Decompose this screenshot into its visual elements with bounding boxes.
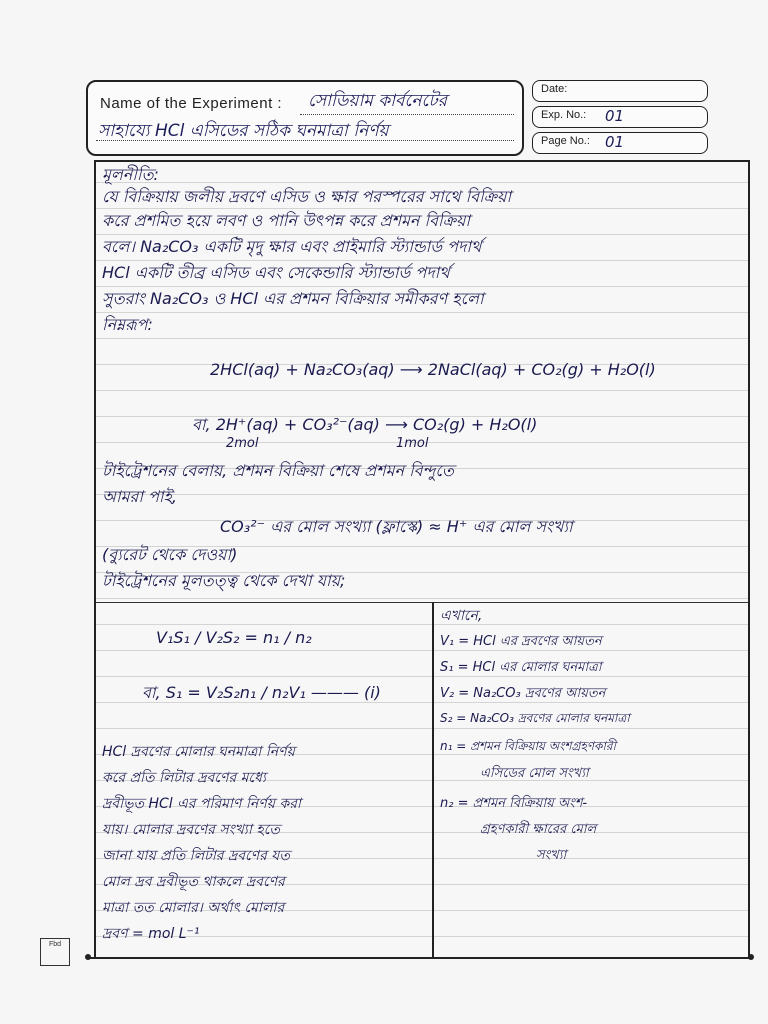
- text-line: বলে। Na₂CO₃ একটি মৃদু ক্ষার এবং প্রাইমারি স্ট্যান্ডার্ড পদার্থ: [102, 237, 482, 256]
- right-col-line: গ্রহণকারী ক্ষারের মোল: [480, 822, 597, 837]
- ruled-line: [96, 338, 748, 339]
- left-col-line: যায়। মোলার দ্রবণের সংখ্যা হতে: [102, 822, 280, 838]
- right-col-line: সংখ্যা: [536, 848, 567, 863]
- right-col-line: n₂ = প্রশমন বিক্রিয়ায় অংশ-: [440, 796, 588, 811]
- left-col-line: মাত্রা তত মোলার। অর্থাৎ মোলার: [102, 900, 285, 916]
- right-col-line: S₂ = Na₂CO₃ দ্রবণের মোলার ঘনমাত্রা: [440, 711, 630, 725]
- ruled-line: [96, 676, 748, 677]
- formula-s1: বা, S₁ = V₂S₂n₁ / n₂V₁ ——— (i): [142, 683, 381, 702]
- principle-heading: মূলনীতি:: [102, 165, 159, 184]
- column-top-separator: [96, 602, 748, 603]
- exp-no-box: [532, 106, 708, 128]
- title-dotted-line: [300, 114, 514, 115]
- ruled-line: [96, 624, 748, 625]
- right-col-line: এখানে,: [440, 608, 483, 624]
- mol-label-right: 1mol: [396, 436, 429, 451]
- exp-no-value: 01: [605, 107, 625, 125]
- publisher-logo-text: Fbd: [48, 941, 62, 948]
- ruled-line: [96, 598, 748, 599]
- ruled-line: [96, 650, 748, 651]
- text-line: টাইট্রেশনের মূলতত্ত্ব থেকে দেখা যায়;: [102, 571, 346, 590]
- right-col-line: এসিডের মোল সংখ্যা: [480, 766, 589, 781]
- right-col-line: n₁ = প্রশমন বিক্রিয়ায় অংশগ্রহণকারী: [440, 739, 616, 753]
- page-no-box: [532, 132, 708, 154]
- publisher-logo: [40, 938, 70, 966]
- text-line: HCl একটি তীব্র এসিড এবং সেকেন্ডারি স্ট্যান্ডার্ড পদার্থ: [102, 263, 450, 282]
- formula-ratio: V₁S₁ / V₂S₂ = n₁ / n₂: [156, 628, 312, 647]
- text-line: নিম্নরূপ:: [102, 315, 153, 334]
- text-line: যে বিক্রিয়ায় জলীয় দ্রবণে এসিড ও ক্ষার পরস্পরের সাথে বিক্রিয়া: [102, 187, 512, 206]
- left-col-line: করে প্রতি লিটার দ্রবণের মধ্যে: [102, 770, 266, 786]
- exp-no-label: Exp. No.:: [541, 109, 587, 121]
- left-col-line: মোল দ্রব দ্রবীভূত থাকলে দ্রবণের: [102, 874, 285, 890]
- experiment-title-line2: সাহায্যে HCl এসিডের সঠিক ঘনমাত্রা নির্ণয়: [98, 121, 389, 141]
- left-col-line: জানা যায় প্রতি লিটার দ্রবণের যত: [102, 848, 290, 864]
- date-box: [532, 80, 708, 102]
- ruled-line: [96, 182, 748, 183]
- experiment-title-line1: সোডিয়াম কার্বনেটের: [308, 91, 447, 111]
- text-line: (ব্যুরেট থেকে দেওয়া): [102, 545, 238, 564]
- corner-dot: [85, 954, 91, 960]
- left-col-line: HCl দ্রবণের মোলার ঘনমাত্রা নির্ণয়: [102, 744, 295, 760]
- text-line: টাইট্রেশনের বেলায়, প্রশমন বিক্রিয়া শেষে প্রশমন বিন্দুতে: [102, 461, 454, 480]
- experiment-name-label: Name of the Experiment :: [100, 95, 283, 112]
- mol-label-left: 2mol: [226, 436, 259, 451]
- ruled-line: [96, 728, 748, 729]
- right-col-line: V₂ = Na₂CO₃ দ্রবণের আয়তন: [440, 686, 606, 701]
- page-no-label: Page No.:: [541, 135, 590, 147]
- right-col-line: S₁ = HCl এর মোলার ঘনমাত্রা: [440, 660, 602, 675]
- reaction-equation-1: 2HCl(aq) + Na₂CO₃(aq) ⟶ 2NaCl(aq) + CO₂(g) + H₂O(l): [210, 360, 656, 379]
- text-line: করে প্রশমিত হয়ে লবণ ও পানি উৎপন্ন করে প্রশমন বিক্রিয়া: [102, 211, 471, 230]
- text-line: CO₃²⁻ এর মোল সংখ্যা (ফ্লাস্কে) ≈ H⁺ এর মোল সংখ্যা: [220, 517, 573, 536]
- text-line: আমরা পাই,: [102, 487, 177, 506]
- column-divider: [432, 602, 434, 957]
- title-dotted-line: [96, 140, 514, 141]
- date-label: Date:: [541, 83, 568, 95]
- content-frame: [94, 160, 750, 959]
- corner-dot: [748, 954, 754, 960]
- text-line: সুতরাং Na₂CO₃ ও HCl এর প্রশমন বিক্রিয়ার সমীকরণ হলো: [102, 289, 484, 308]
- bottom-border: [88, 957, 752, 959]
- right-col-line: V₁ = HCl এর দ্রবণের আয়তন: [440, 634, 602, 649]
- ruled-line: [96, 390, 748, 391]
- reaction-equation-2: বা, 2H⁺(aq) + CO₃²⁻(aq) ⟶ CO₂(g) + H₂O(l): [192, 415, 538, 434]
- left-col-line: দ্রবণ = mol L⁻¹: [102, 926, 200, 942]
- ruled-line: [96, 494, 748, 495]
- page-no-value: 01: [605, 133, 625, 151]
- left-col-line: দ্রবীভূত HCl এর পরিমাণ নির্ণয় করা: [102, 796, 301, 812]
